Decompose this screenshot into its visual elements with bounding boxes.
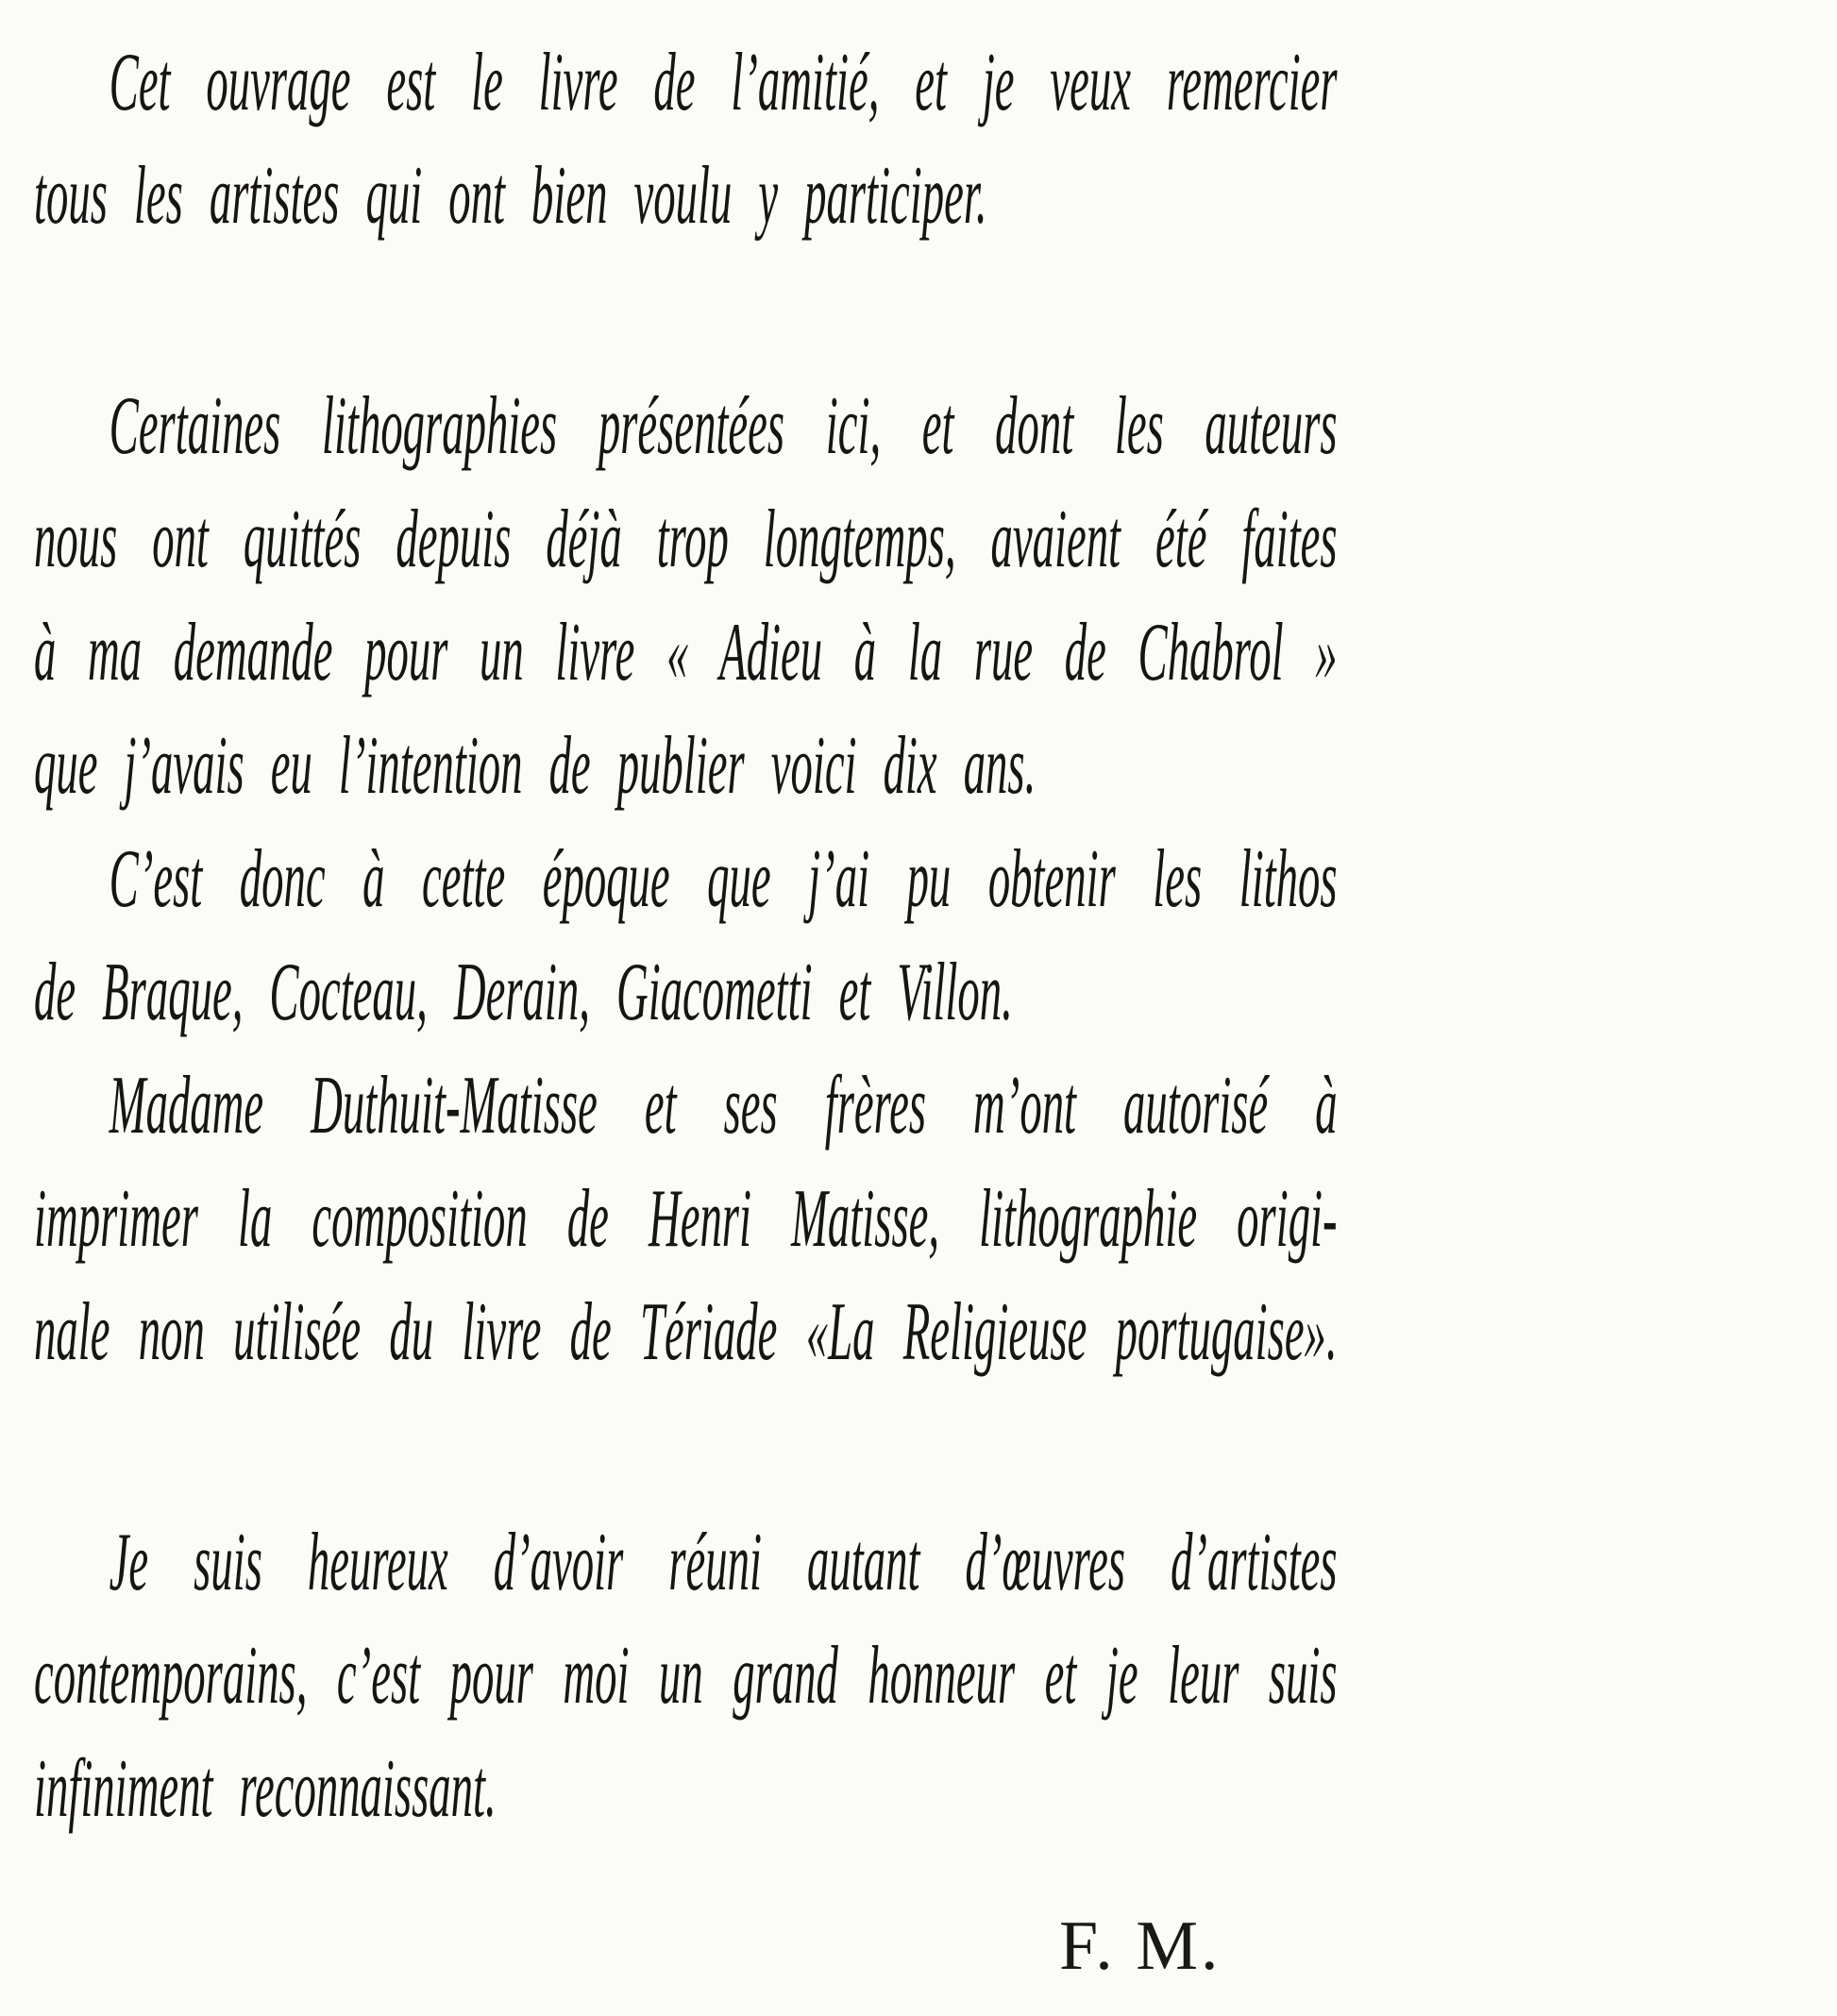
- text-line: Je suis heureux d’avoir réuni autant d’œuvres d’artistes: [109, 1517, 1338, 1608]
- text-line: Cet ouvrage est le livre de l’amitié, et je veux remercier: [109, 37, 1338, 128]
- text-line: C’est donc à cette époque que j’ai pu obtenir les lithos: [109, 833, 1338, 925]
- signature-initials: F. M.: [1059, 1907, 1222, 1985]
- text-block: [34, 26, 1338, 1846]
- paragraph-2: [34, 370, 1338, 823]
- text-line: de Braque, Cocteau, Derain, Giacometti et Villon.: [34, 947, 1013, 1038]
- text-line: imprimer la composition de Henri Matisse, lithographie origi-: [34, 1173, 1338, 1265]
- text-line: que j’avais eu l’intention de publier voici dix ans.: [34, 720, 1036, 812]
- paragraph-4: [34, 1050, 1338, 1389]
- text-line: infiniment reconnaissant.: [34, 1743, 497, 1835]
- text-line: Madame Duthuit-Matisse et ses frères m’ont autorisé à: [109, 1060, 1338, 1151]
- text-line: contemporains, c’est pour moi un grand honneur et je leur suis: [34, 1630, 1338, 1722]
- text-line: Certaines lithographies présentées ici, et dont les auteurs: [109, 380, 1338, 472]
- text-line: nale non utilisée du livre de Tériade «La Religieuse portugaise».: [34, 1286, 1338, 1378]
- paragraph-5: [34, 1506, 1338, 1846]
- paragraph-3: [34, 823, 1338, 1050]
- text-line: nous ont quittés depuis déjà trop longtemps, avaient été faites: [34, 494, 1338, 585]
- text-line: tous les artistes qui ont bien voulu y participer.: [34, 150, 987, 242]
- text-line: à ma demande pour un livre « Adieu à la rue de Chabrol »: [34, 607, 1338, 698]
- paragraph-1: [34, 26, 1338, 253]
